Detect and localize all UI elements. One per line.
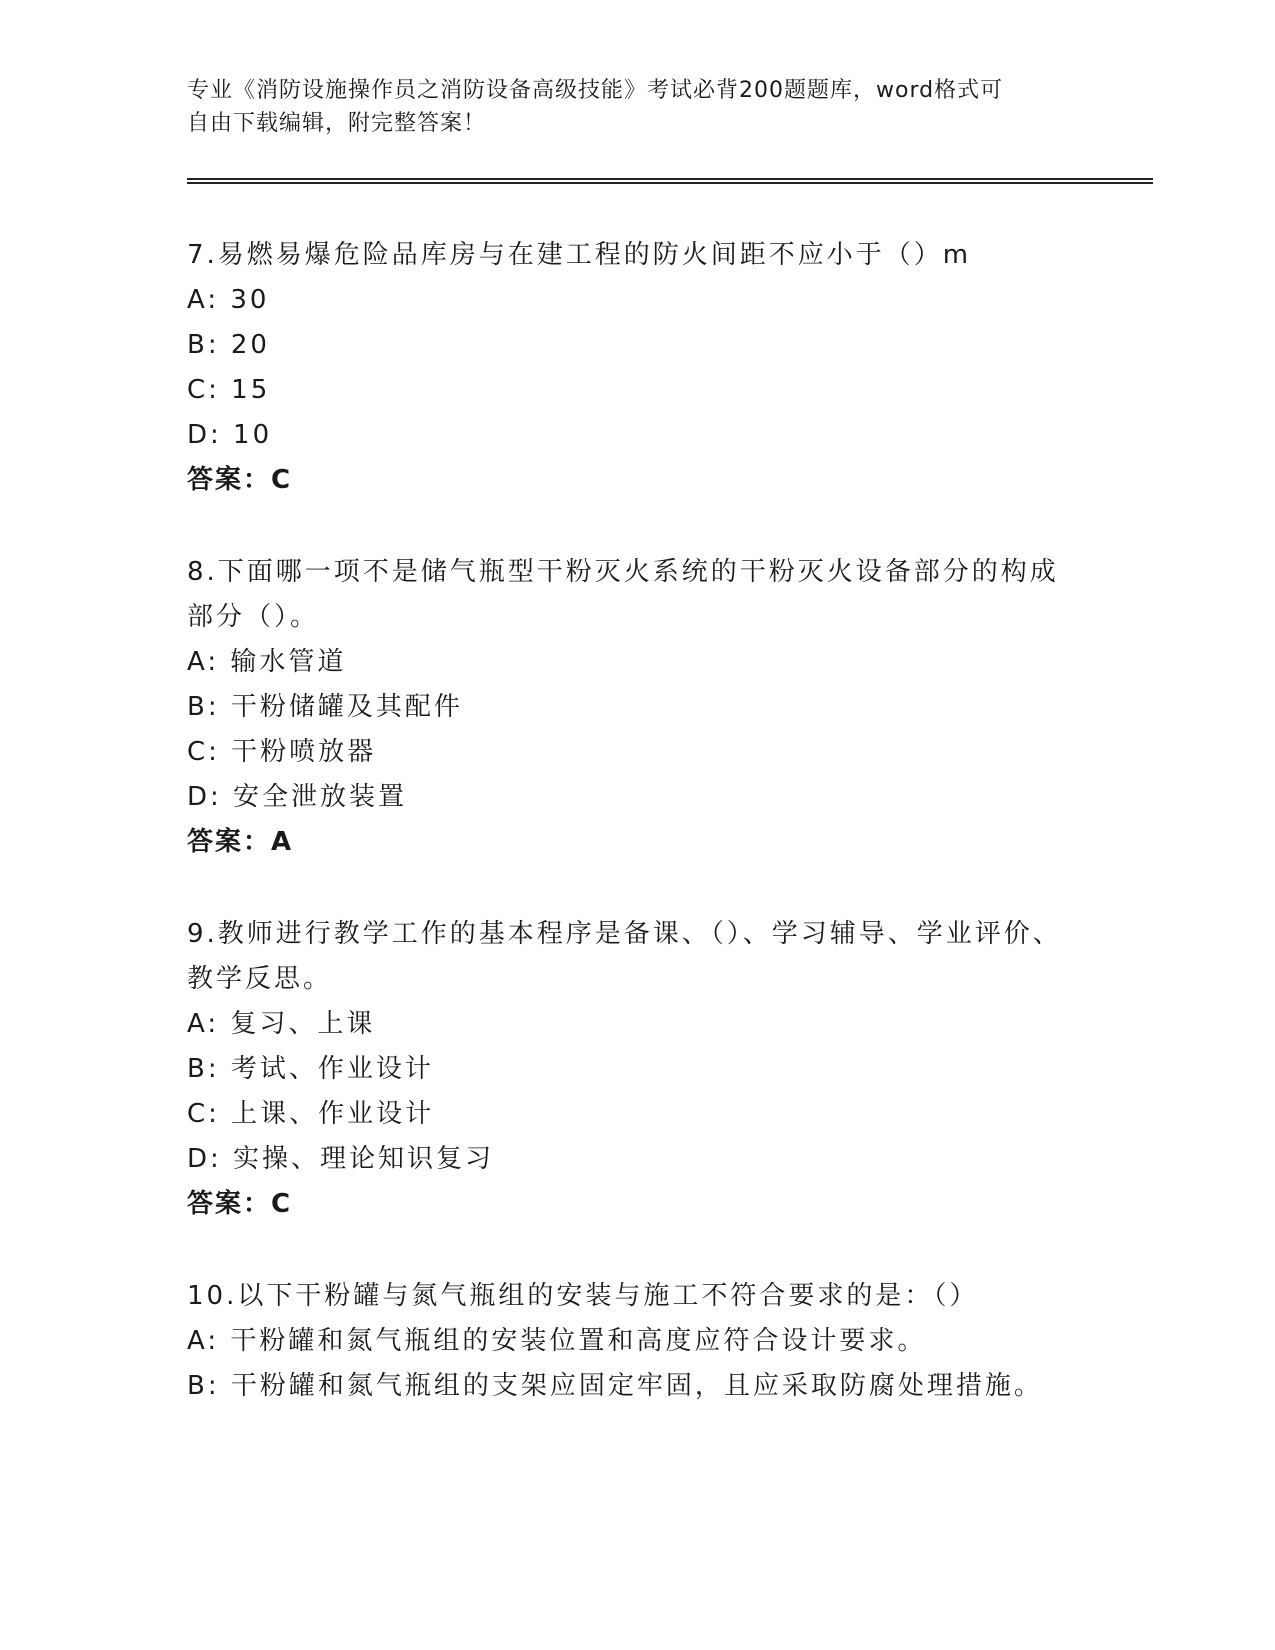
- option-a: A: 干粉罐和氮气瓶组的安装位置和高度应符合设计要求。: [187, 1326, 927, 1356]
- question-stem: 8.下面哪一项不是储气瓶型干粉灭火系统的干粉灭火设备部分的构成部分（）。: [187, 557, 1059, 632]
- option-b: B: 20: [187, 330, 270, 360]
- question-stem: 9.教师进行教学工作的基本程序是备课、（）、学习辅导、学业评价、教学反思。: [187, 919, 1062, 994]
- question-10: [187, 1274, 1087, 1409]
- option-c: C: 15: [187, 375, 271, 405]
- option-c: C: 上课、作业设计: [187, 1099, 435, 1129]
- option-d: D: 10: [187, 420, 273, 450]
- question-stem: 7.易燃易爆危险品库房与在建工程的防火间距不应小于（）m: [187, 240, 972, 270]
- option-d: D: 实操、理论知识复习: [187, 1144, 495, 1174]
- question-8: [187, 550, 1087, 865]
- header-divider-bottom: [187, 182, 1153, 184]
- question-7: [187, 233, 1087, 503]
- option-a: A: 输水管道: [187, 647, 347, 677]
- option-b: B: 干粉罐和氮气瓶组的支架应固定牢固，且应采取防腐处理措施。: [187, 1371, 1043, 1401]
- option-b: B: 干粉储罐及其配件: [187, 692, 463, 722]
- option-a: A: 30: [187, 285, 270, 315]
- option-c: C: 干粉喷放器: [187, 737, 377, 767]
- header-divider-top: [187, 178, 1153, 180]
- question-stem: 10.以下干粉罐与氮气瓶组的安装与施工不符合要求的是：（）: [187, 1281, 979, 1311]
- option-a: A: 复习、上课: [187, 1009, 376, 1039]
- question-list: [187, 233, 1087, 1456]
- answer-label: 答案：C: [187, 1189, 293, 1219]
- document-header: [187, 74, 1067, 140]
- answer-label: 答案：C: [187, 465, 293, 495]
- option-b: B: 考试、作业设计: [187, 1054, 434, 1084]
- option-d: D: 安全泄放装置: [187, 782, 408, 812]
- header-line-2: 自由下载编辑，附完整答案！: [187, 111, 487, 136]
- answer-label: 答案：A: [187, 827, 294, 857]
- header-line-1: 专业《消防设施操作员之消防设备高级技能》考试必背200题题库，word格式可: [187, 78, 1004, 103]
- question-9: [187, 912, 1087, 1227]
